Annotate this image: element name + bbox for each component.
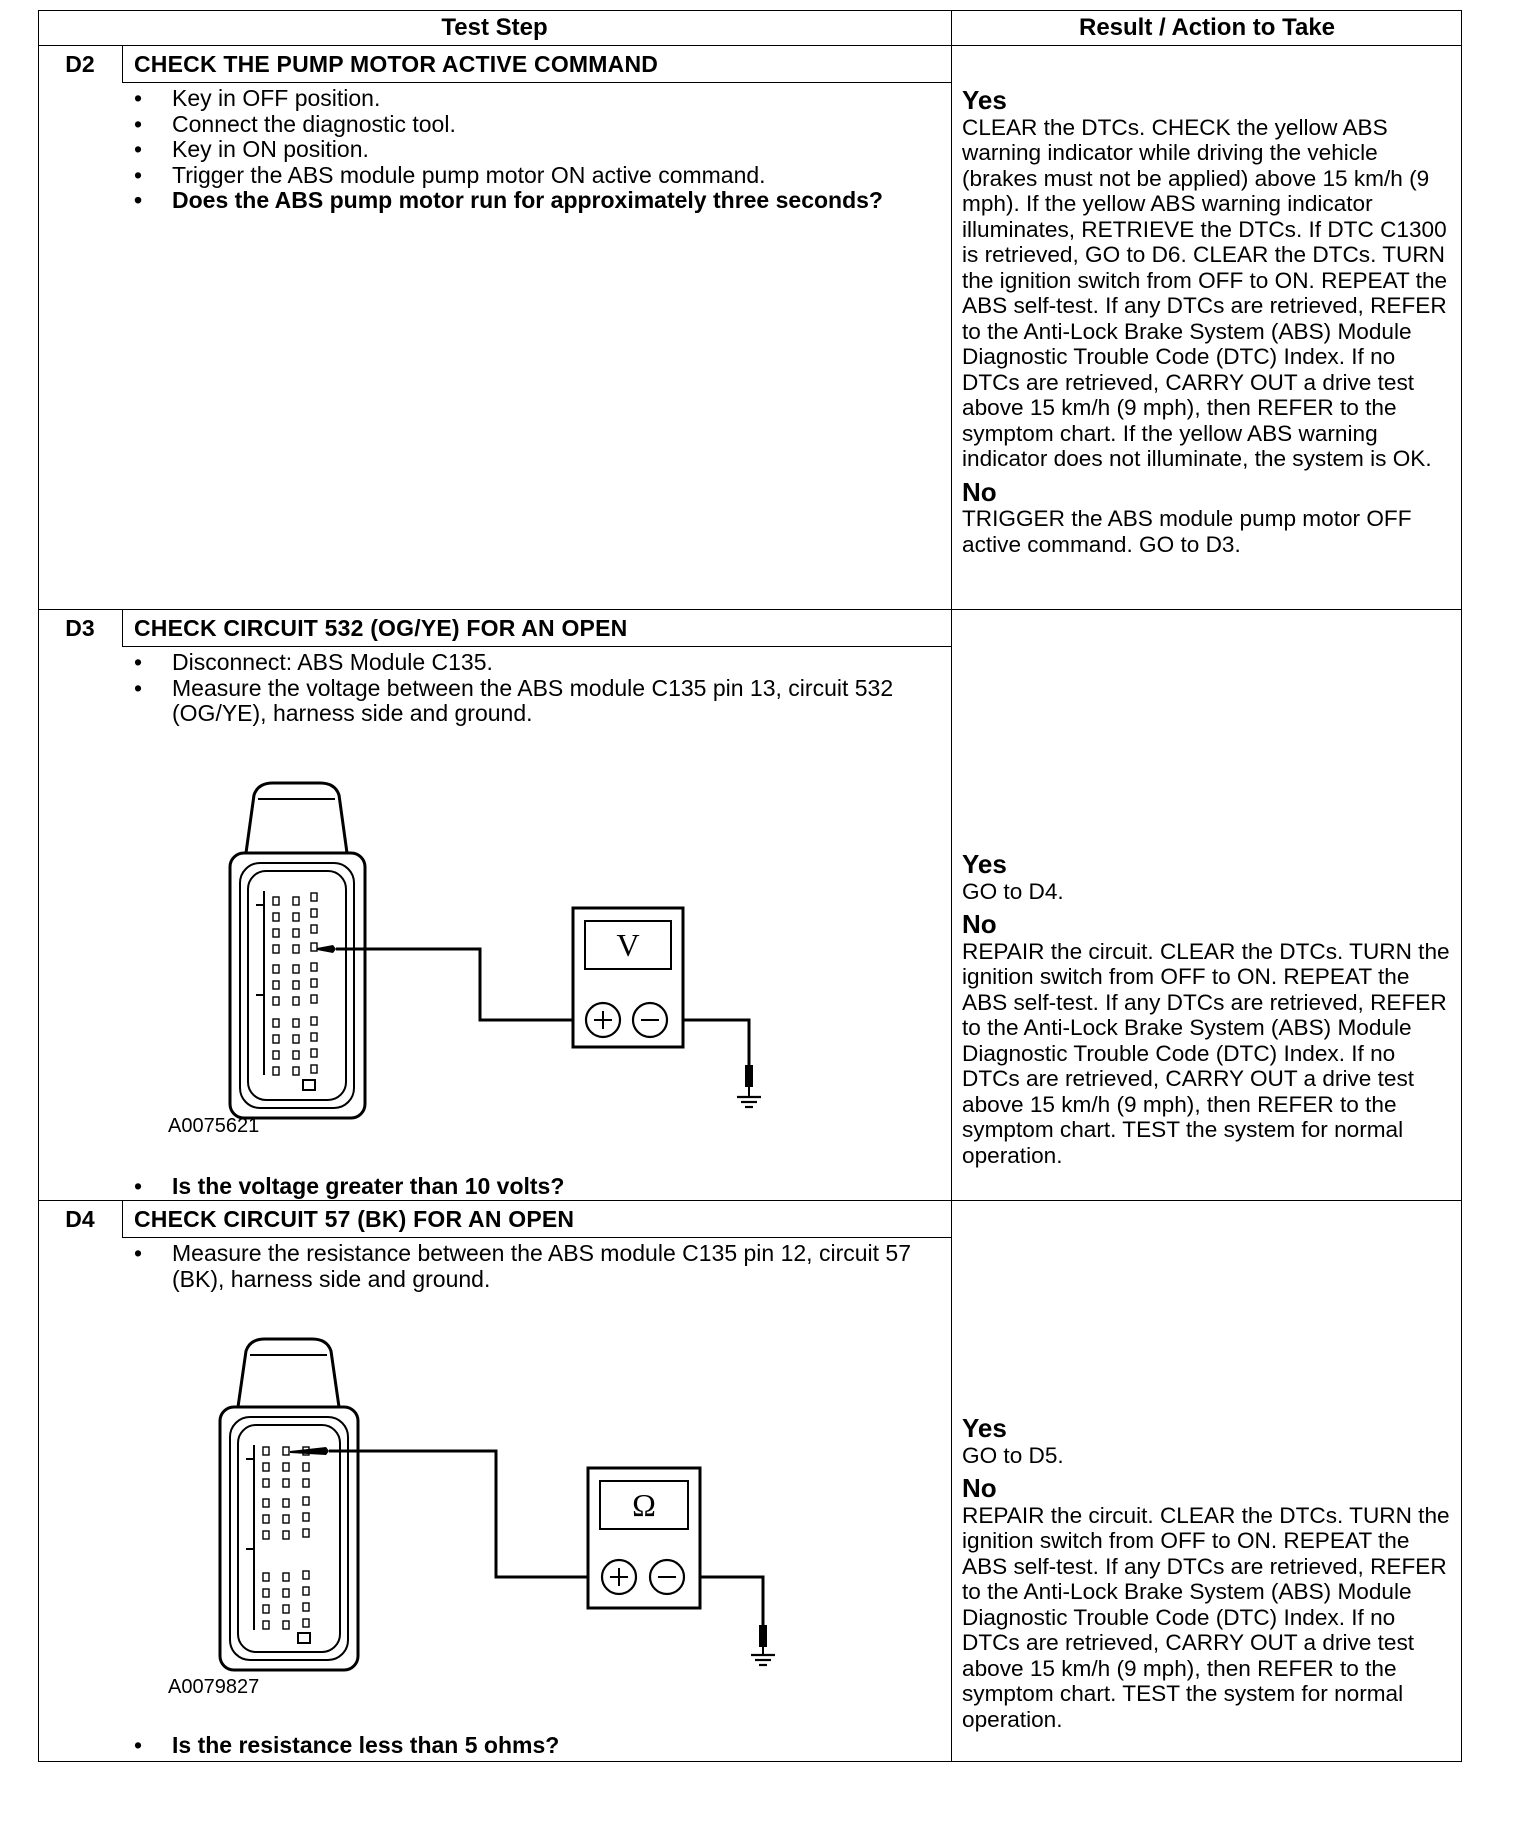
step-id-d2: D2: [65, 50, 95, 77]
step-d3-question-row: [134, 1173, 564, 1200]
list-item: • Key in OFF position.: [134, 86, 914, 112]
no-label: No: [962, 1473, 997, 1503]
header-test-step: Test Step: [441, 13, 548, 41]
no-action-text: TRIGGER the ABS module pump motor OFF active command. GO to D3.: [962, 506, 1412, 557]
diagnostic-table: [38, 10, 1462, 1762]
step-d4-question-row: [134, 1732, 559, 1759]
step-title-d2: CHECK THE PUMP MOTOR ACTIVE COMMAND: [134, 50, 659, 77]
list-item: • Trigger the ABS module pump motor ON active command.: [134, 163, 914, 189]
ohmmeter-connector-diagram: [208, 1335, 788, 1685]
step-id-divider: [122, 1201, 123, 1237]
list-item: • Disconnect: ABS Module C135.: [134, 650, 914, 676]
figure-id-d3: A0075621: [168, 1115, 260, 1137]
step-title-d4: CHECK CIRCUIT 57 (BK) FOR AN OPEN: [134, 1205, 575, 1232]
meter-symbol: V: [616, 927, 640, 963]
figure-id-d4: A0079827: [168, 1676, 260, 1698]
no-action-text: REPAIR the circuit. CLEAR the DTCs. TURN the ignition switch from OFF to ON. REPEAT the ABS self-test. If any DTCs are retrieved, REFER to the Anti-Lock Brake System (ABS) Module Diagnostic Trouble Code (DTC) Index. If no DTCs are retrieved, CARRY OUT a drive test above 15 km/h (9 mph), then REFER to the symptom chart. TEST the system for normal operation.: [962, 938, 1450, 1168]
column-divider: [951, 10, 952, 1762]
step-d4-bullets: [134, 1241, 914, 1292]
yes-label: Yes: [962, 1413, 1007, 1443]
title-underline: [122, 82, 951, 83]
yes-action-text: GO to D5.: [962, 1442, 1064, 1468]
yes-label: Yes: [962, 85, 1007, 115]
meter-symbol: Ω: [632, 1487, 656, 1523]
step-id-d4: D4: [65, 1205, 95, 1232]
yes-action-text: CLEAR the DTCs. CHECK the yellow ABS warning indicator while driving the vehicle (brakes must not be applied) above 15 km/h (9 mph). If the yellow ABS warning indicator illuminates, RETRIEVE the DTCs. If DTC C1300 is retrieved, GO to D6. CLEAR the DTCs. TURN the ignition switch from OFF to ON. REPEAT the ABS self-test. If any DTCs are retrieved, REFER to the Anti-Lock Brake System (ABS) Module Diagnostic Trouble Code (DTC) Index. If no DTCs are retrieved, CARRY OUT a drive test above 15 km/h (9 mph), then REFER to the symptom chart. If the yellow ABS warning indicator does not illuminate, the system is OK.: [962, 114, 1448, 471]
step-title-d3: CHECK CIRCUIT 532 (OG/YE) FOR AN OPEN: [134, 614, 628, 641]
step-id-d3: D3: [65, 614, 95, 641]
step-id-divider: [122, 46, 123, 82]
step-d2-bullets: [134, 86, 914, 214]
result-d3: [962, 850, 1458, 1172]
voltmeter-connector-diagram: [218, 775, 778, 1130]
bullet-glyph: •: [134, 1173, 143, 1199]
title-underline: [122, 1237, 951, 1238]
bullet-glyph: •: [134, 1732, 143, 1758]
result-d4: [962, 1414, 1458, 1736]
step-d3-question: Is the voltage greater than 10 volts?: [172, 1173, 565, 1199]
step-d4-question: Is the resistance less than 5 ohms?: [172, 1732, 560, 1758]
title-underline: [122, 646, 951, 647]
step-d3-bullets: [134, 650, 914, 727]
yes-action-text: GO to D4.: [962, 878, 1064, 904]
yes-label: Yes: [962, 849, 1007, 879]
result-d2: [962, 86, 1458, 561]
no-label: No: [962, 476, 997, 507]
list-item: • Measure the voltage between the ABS module C135 pin 13, circuit 532 (OG/YE), harness side and ground.: [134, 676, 914, 727]
no-action-text: REPAIR the circuit. CLEAR the DTCs. TURN the ignition switch from OFF to ON. REPEAT the ABS self-test. If any DTCs are retrieved, REFER to the Anti-Lock Brake System (ABS) Module Diagnostic Trouble Code (DTC) Index. If no DTCs are retrieved, CARRY OUT a drive test above 15 km/h (9 mph), then REFER to the symptom chart. TEST the system for normal operation.: [962, 1502, 1450, 1732]
no-label: No: [962, 909, 997, 939]
list-item: • Key in ON position.: [134, 137, 914, 163]
header-result-action: Result / Action to Take: [1078, 13, 1336, 41]
list-item: • Connect the diagnostic tool.: [134, 112, 914, 138]
step-d2-question: • Does the ABS pump motor run for approximately three seconds?: [134, 188, 914, 214]
list-item: • Measure the resistance between the ABS module C135 pin 12, circuit 57 (BK), harness side and ground.: [134, 1241, 914, 1292]
step-id-divider: [122, 610, 123, 646]
